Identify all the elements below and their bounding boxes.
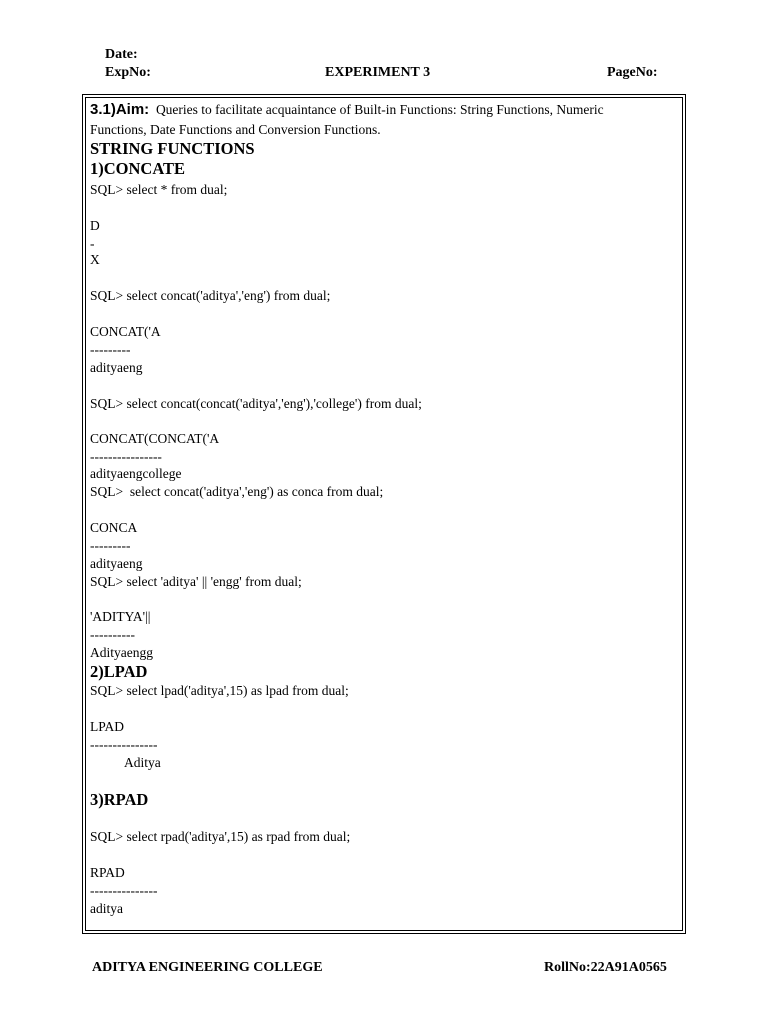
result-separator: ---------- [90, 627, 135, 642]
query-line: SQL> select * from dual; [90, 182, 228, 197]
result-separator: --------------- [90, 737, 158, 752]
query-line: SQL> select lpad('aditya',15) as lpad from dual; [90, 683, 349, 698]
expno-label: ExpNo: [105, 65, 151, 80]
aim-text-2: Functions, Date Functions and Conversion Functions. [90, 122, 381, 137]
query-line: SQL> select rpad('aditya',15) as rpad from dual; [90, 829, 351, 844]
college-name: ADITYA ENGINEERING COLLEGE [92, 960, 323, 975]
result-value: adityaeng [90, 556, 143, 571]
experiment-title: EXPERIMENT 3 [325, 65, 431, 80]
result-separator: --------- [90, 538, 131, 553]
pageno-label: PageNo: [607, 65, 658, 80]
query-line: SQL> select concat(concat('aditya','eng'),'college') from dual; [90, 396, 422, 411]
result-column: CONCAT('A [90, 324, 161, 339]
rpad-heading: 3)RPAD [90, 790, 149, 809]
result-value: X [90, 252, 100, 267]
result-column: CONCA [90, 520, 138, 535]
concate-heading: 1)CONCATE [90, 159, 186, 178]
page-border-inner [85, 97, 683, 931]
result-value: Adityaengg [90, 645, 153, 660]
query-line: SQL> select concat('aditya','eng') as conca from dual; [90, 484, 384, 499]
result-separator: --------------- [90, 883, 158, 898]
aim-label: 3.1)Aim: [90, 101, 150, 118]
roll-number: RollNo:22A91A0565 [544, 960, 667, 975]
result-column: CONCAT(CONCAT('A [90, 431, 220, 446]
result-separator: ---------------- [90, 449, 162, 464]
lpad-heading: 2)LPAD [90, 662, 148, 681]
query-line: SQL> select 'aditya' || 'engg' from dual; [90, 574, 302, 589]
result-column: D [90, 218, 100, 233]
result-value: Aditya [124, 755, 161, 770]
result-column: RPAD [90, 865, 125, 880]
section-title: STRING FUNCTIONS [90, 139, 255, 158]
result-value: aditya [90, 901, 123, 916]
result-separator: --------- [90, 342, 131, 357]
query-line: SQL> select concat('aditya','eng') from dual; [90, 288, 331, 303]
result-separator: - [90, 236, 95, 251]
aim-line [90, 101, 604, 119]
aim-text-1: Queries to facilitate acquaintance of Built-in Functions: String Functions, Numeric [155, 102, 604, 117]
result-column: LPAD [90, 719, 125, 734]
result-column: 'ADITYA'|| [90, 609, 151, 624]
result-value: adityaengcollege [90, 466, 182, 481]
result-value: adityaeng [90, 360, 143, 375]
date-label: Date: [105, 47, 138, 62]
